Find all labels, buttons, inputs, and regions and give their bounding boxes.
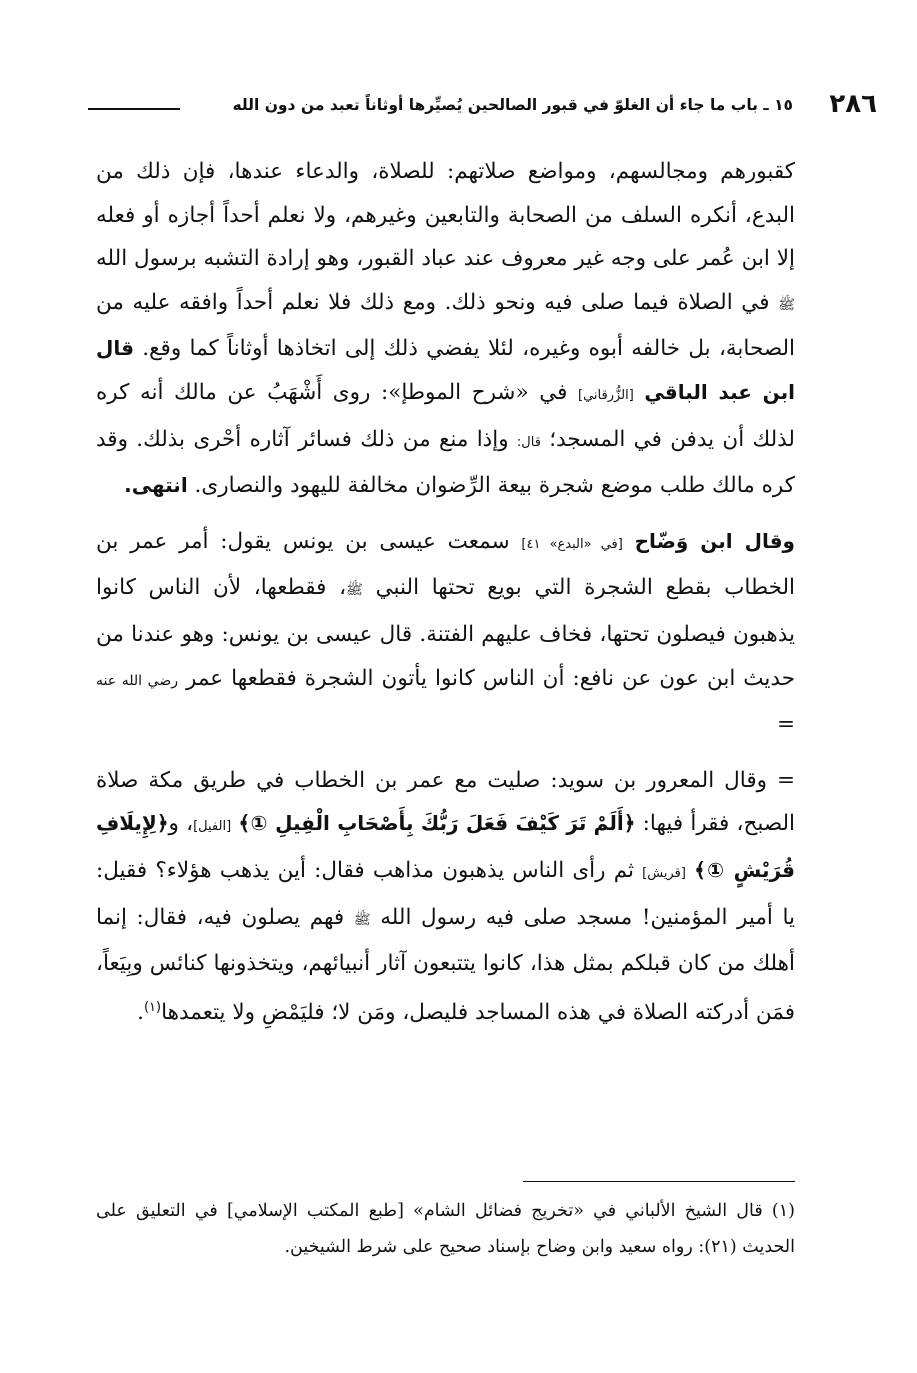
- surah-reference: [الفيل]: [193, 819, 232, 835]
- text-run: في الصلاة فيما صلى فيه ونحو ذلك. ومع ذلك فلا نعلم أحداً وافقه عليه من الصحابة، بل خالفه أبوه وغيره، لئلا يفضي ذلك إلى اتخاذها أوثاناً كما وقع.: [96, 289, 795, 362]
- bold-ending: انتهى.: [124, 473, 188, 498]
- text-run: .: [137, 999, 144, 1025]
- continuation-mark: =: [776, 712, 795, 738]
- running-head: ١٥ ـ باب ما جاء أن الغلوّ في قبور الصالحين يُصيِّرها أوثاناً تعبد من دون الله: [232, 96, 793, 114]
- text-run: ، فقطعها، لأن الناس كانوا يذهبون فيصلون تحتها، فخاف عليهم الفتنة. قال عيسى بن يونس: وهو عندنا من حديث ابن عون عن نافع: أن الناس كانوا يأتون الشجرة فقطعها عمر: [96, 575, 795, 691]
- quran-verse: ﴿لِإِيلَافِ قُرَيْشٍ ①﴾: [96, 811, 796, 882]
- footnote-rule: [523, 1181, 795, 1182]
- text-run: = وقال المعرور بن سويد: صليت مع عمر بن الخطاب في طريق مكة صلاة الصبح، فقرأ فيها:: [96, 767, 796, 837]
- salla-honorific: ﷺ: [778, 296, 796, 313]
- paragraph-2: [96, 520, 795, 747]
- quran-verse: ﴿أَلَمْ تَرَ كَيْفَ فَعَلَ رَبُّكَ بِأَصْحَابِ الْفِيلِ ①﴾: [238, 811, 636, 836]
- text-run: وإذا منع من ذلك فسائر آثاره أحْرى بذلك. وقد كره مالك طلب موضع شجرة بيعة الرِّضوان مخالفة لليهود والنصارى.: [96, 426, 795, 499]
- header-rule: [88, 108, 180, 110]
- editor-note: قال:: [516, 434, 541, 450]
- text-run: ثم رأى الناس يذهبون مذاهب فقال: أين يذهب هؤلاء؟ فقيل: يا أمير المؤمنين! مسجد صلى فيه رسول الله: [96, 857, 795, 930]
- bold-speaker: وقال ابن وَضّاح: [634, 528, 795, 553]
- text-run: فهم يصلون فيه، فقال: إنما أهلك من كان قبلكم بمثل هذا، كانوا يتتبعون آثار أنبيائهم، ويتخذونها كنائس وبِيَعاً، فمَن أدركته الصلاة في هذه المساجد فليصل، ومَن لا؛ فليَمْضِ ولا يتعمدها: [96, 904, 795, 1025]
- salla-honorific: ﷺ: [346, 582, 363, 599]
- text-run: في «شرح الموطإ»: روى أَشْهَبُ عن مالك أنه كره لذلك أن يدفن في المسجد؛: [96, 379, 795, 452]
- radi-honorific: رضي الله عنه: [96, 672, 178, 689]
- page-header: [78, 86, 877, 126]
- main-text: [96, 150, 795, 1034]
- paragraph-3: [96, 759, 795, 1035]
- footnote: (١) قال الشيخ الألباني في «تخريج فضائل الشام» [طبع المكتب الإسلامي] في التعليق على الحديث (٢١): رواه سعيد وابن وضاح بإسناد صحيح على شرط الشيخين.: [96, 1201, 795, 1257]
- salla-honorific: ﷺ: [353, 911, 371, 928]
- paragraph-1: [96, 150, 795, 508]
- text-run: سمعت عيسى بن يونس يقول: أمر عمر بن الخطاب بقطع الشجرة التي بويع تحتها النبي: [96, 528, 795, 601]
- source-citation: [في «البدع» ٤١]: [521, 536, 623, 552]
- footnote-reference: (١): [143, 999, 162, 1015]
- text-run: ، و: [168, 811, 194, 837]
- editor-note: [الزُّرقاني]: [578, 387, 634, 403]
- bold-speaker: قال ابن عبد الباقي: [96, 336, 795, 404]
- surah-reference: [قريش]: [642, 865, 686, 881]
- text-run: كقبورهم ومجالسهم، ومواضع صلاتهم: للصلاة، والدعاء عندها، فإن ذلك من البدع، أنكره السلف من الصحابة والتابعين وغيرهم، ولا نعلم أحداً أجازه أو فعله إلا ابن عُمر على وجه غير معروف عند عباد القبور، وهو إرادة التشبه برسول الله: [96, 159, 795, 272]
- page-number: ٢٨٦: [829, 89, 877, 119]
